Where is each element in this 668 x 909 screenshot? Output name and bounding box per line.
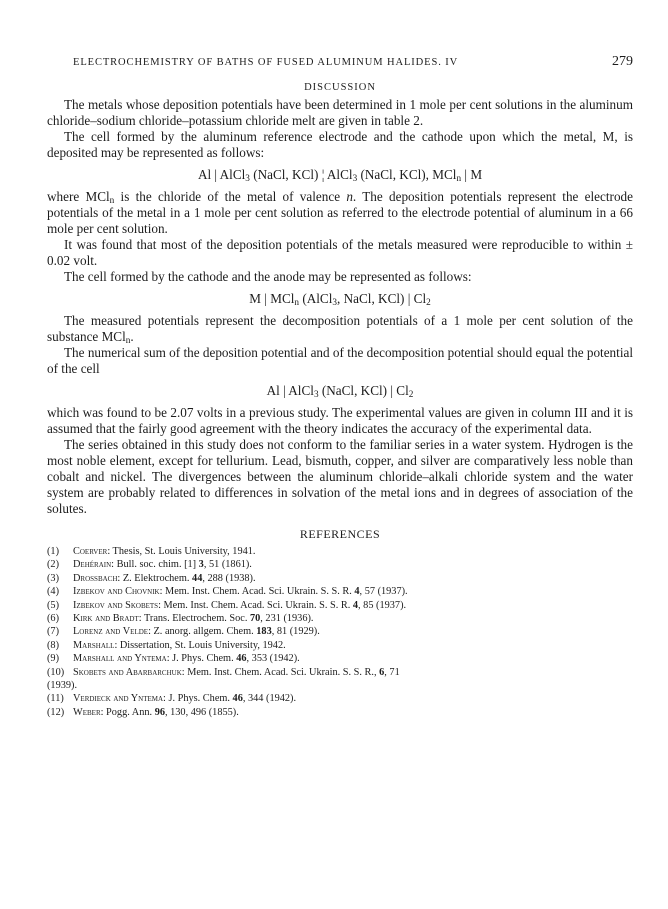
reference-author: Izbekov and Chovnik xyxy=(73,586,160,598)
reference-author: Dehérain xyxy=(73,559,112,571)
running-title: ELECTROCHEMISTRY OF BATHS OF FUSED ALUMINUM HALIDES. IV xyxy=(73,57,459,68)
reference-number: (10) xyxy=(47,666,65,678)
reference-volume: 3 xyxy=(198,559,204,571)
reference-item xyxy=(47,599,633,612)
section-heading-references: REFERENCES xyxy=(299,527,381,541)
reference-item xyxy=(47,666,633,679)
equation-cell-decomposition: M | MCl$_n$ (AlCl$_3$, NaCl, KCl) | $Cl_2$ xyxy=(249,291,431,307)
reference-text: Weber: Pogg. Ann. 96, 130, 496 (1855). xyxy=(73,706,239,718)
reference-volume: 46 xyxy=(232,693,243,705)
paragraph-7: The numerical sum of the deposition potential and of the decomposition potential should equal the potential of the cell xyxy=(47,345,633,376)
reference-author: Marshall and Yntema xyxy=(73,653,167,665)
reference-author: Kirk and Bradt xyxy=(73,613,139,625)
reference-volume: 44 xyxy=(192,572,203,584)
reference-author: Weber xyxy=(73,706,101,718)
reference-author: Skobets and Abarbarchuk xyxy=(73,666,182,678)
reference-number: (8) xyxy=(47,639,60,651)
reference-text: Lorenz and Velde: Z. anorg. allgem. Chem. 183, 81 (1929). xyxy=(73,626,320,638)
equation-cell-reference: Al | AlCl$_3$ (NaCl, KCl) ¦ AlCl$_3$ (NaCl, KCl), MCl$_n$ | M xyxy=(197,167,483,183)
reference-item xyxy=(47,639,633,652)
paragraph-6: The measured potentials represent the decomposition potentials of a 1 mole per cent solution of the substance MCl$_n$. xyxy=(47,313,633,345)
reference-number: (1) xyxy=(47,546,60,557)
reference-item xyxy=(47,652,633,665)
reference-number: (11) xyxy=(47,693,64,705)
reference-author: Lorenz and Velde xyxy=(73,626,149,638)
reference-item xyxy=(47,545,633,558)
reference-text: Drossbach: Z. Elektrochem. 44, 288 (1938). xyxy=(73,572,256,584)
paragraph-2: The cell formed by the aluminum reference electrode and the cathode upon which the metal, M, is deposited may be represented as follows: xyxy=(47,129,633,160)
reference-author: Izbekov and Skobets xyxy=(73,599,159,611)
section-heading-discussion: DISCUSSION xyxy=(304,82,376,93)
reference-continuation: (1939). xyxy=(47,680,78,692)
reference-text: Izbekov and Skobets: Mem. Inst. Chem. Acad. Sci. Ukrain. S. S. R. 4, 85 (1937). xyxy=(73,599,407,611)
reference-author: Marshall xyxy=(73,639,115,651)
reference-item xyxy=(47,706,633,719)
reference-item xyxy=(47,612,633,625)
page-number: 279 xyxy=(612,54,633,69)
reference-item xyxy=(47,692,633,705)
reference-number: (4) xyxy=(47,586,60,598)
reference-number: (9) xyxy=(47,653,60,665)
reference-volume: 96 xyxy=(154,706,165,718)
reference-text: Skobets and Abarbarchuk: Mem. Inst. Chem. Acad. Sci. Ukrain. S. S. R., 6, 71 xyxy=(73,666,400,678)
reference-item xyxy=(47,572,633,585)
reference-text: Marshall: Dissertation, St. Louis University, 1942. xyxy=(73,639,286,651)
paragraph-4: It was found that most of the deposition potentials of the metals measured were reproducible to within ± 0.02 volt. xyxy=(47,237,633,268)
reference-number: (2) xyxy=(47,559,60,571)
reference-author: Drossbach xyxy=(73,572,118,584)
reference-volume: 70 xyxy=(249,613,261,625)
paragraph-1: The metals whose deposition potentials have been determined in 1 mole per cent solutions in the aluminum chloride–sodium chloride–potassium chloride melt are given in table 2. xyxy=(47,97,633,128)
reference-text: Izbekov and Chovnik: Mem. Inst. Chem. Acad. Sci. Ukrain. S. S. R. 4, 57 (1937). xyxy=(73,586,408,598)
reference-volume: 183 xyxy=(256,626,272,638)
reference-number: (12) xyxy=(47,706,65,718)
reference-item xyxy=(47,625,633,638)
reference-number: (3) xyxy=(47,572,60,584)
reference-author: Verdieck and Yntema xyxy=(73,693,164,705)
paragraph-8: which was found to be 2.07 volts in a previous study. The experimental values are given in column III and it is assumed that the fairly good agreement with the theory indicates the accuracy of the experimental data. xyxy=(47,405,633,436)
page xyxy=(47,54,633,719)
reference-volume: 6 xyxy=(379,666,385,678)
reference-text: Verdieck and Yntema: J. Phys. Chem. 46, 344 (1942). xyxy=(73,693,297,705)
equation-cell-total: Al | AlCl$_3$ (NaCl, KCl) | $Cl_2$ xyxy=(266,383,414,399)
reference-text: Coerver: Thesis, St. Louis University, 1941. xyxy=(73,546,256,557)
reference-author: Coerver xyxy=(73,546,108,557)
reference-item xyxy=(47,585,633,598)
paragraph-5: The cell formed by the cathode and the anode may be represented as follows: xyxy=(64,269,472,284)
reference-volume: 4 xyxy=(352,599,359,611)
paragraph-3: where MCl$_n$ is the chloride of the metal of valence n. The deposition potentials represent the electrode potentials of the metal in a 1 mole per cent solution as referred to the electrode potential of aluminum in a 66 mole per cent solution. xyxy=(47,189,633,236)
running-header xyxy=(73,54,633,70)
reference-text: Kirk and Bradt: Trans. Electrochem. Soc. 70, 231 (1936). xyxy=(73,613,314,625)
reference-number: (6) xyxy=(47,613,60,625)
reference-item xyxy=(47,558,633,571)
reference-volume: 4 xyxy=(354,586,360,598)
reference-text: Dehérain: Bull. soc. chim. [1] 3, 51 (1861). xyxy=(73,559,252,571)
reference-text: Marshall and Yntema: J. Phys. Chem. 46, 353 (1942). xyxy=(73,653,300,665)
reference-number: (5) xyxy=(47,599,60,611)
reference-number: (7) xyxy=(47,626,60,638)
reference-list xyxy=(47,545,633,719)
paragraph-9: The series obtained in this study does not conform to the familiar series in a water system. Hydrogen is the most noble element, except for tellurium. Lead, bismuth, copper, and silver are comparatively less noble than cobalt and nickel. The divergences between the aluminum chloride–alkali chloride system and the water system are probably related to differences in solvation of the metal ions and in degrees of association of the solutes. xyxy=(47,437,633,516)
reference-volume: 46 xyxy=(236,653,247,665)
